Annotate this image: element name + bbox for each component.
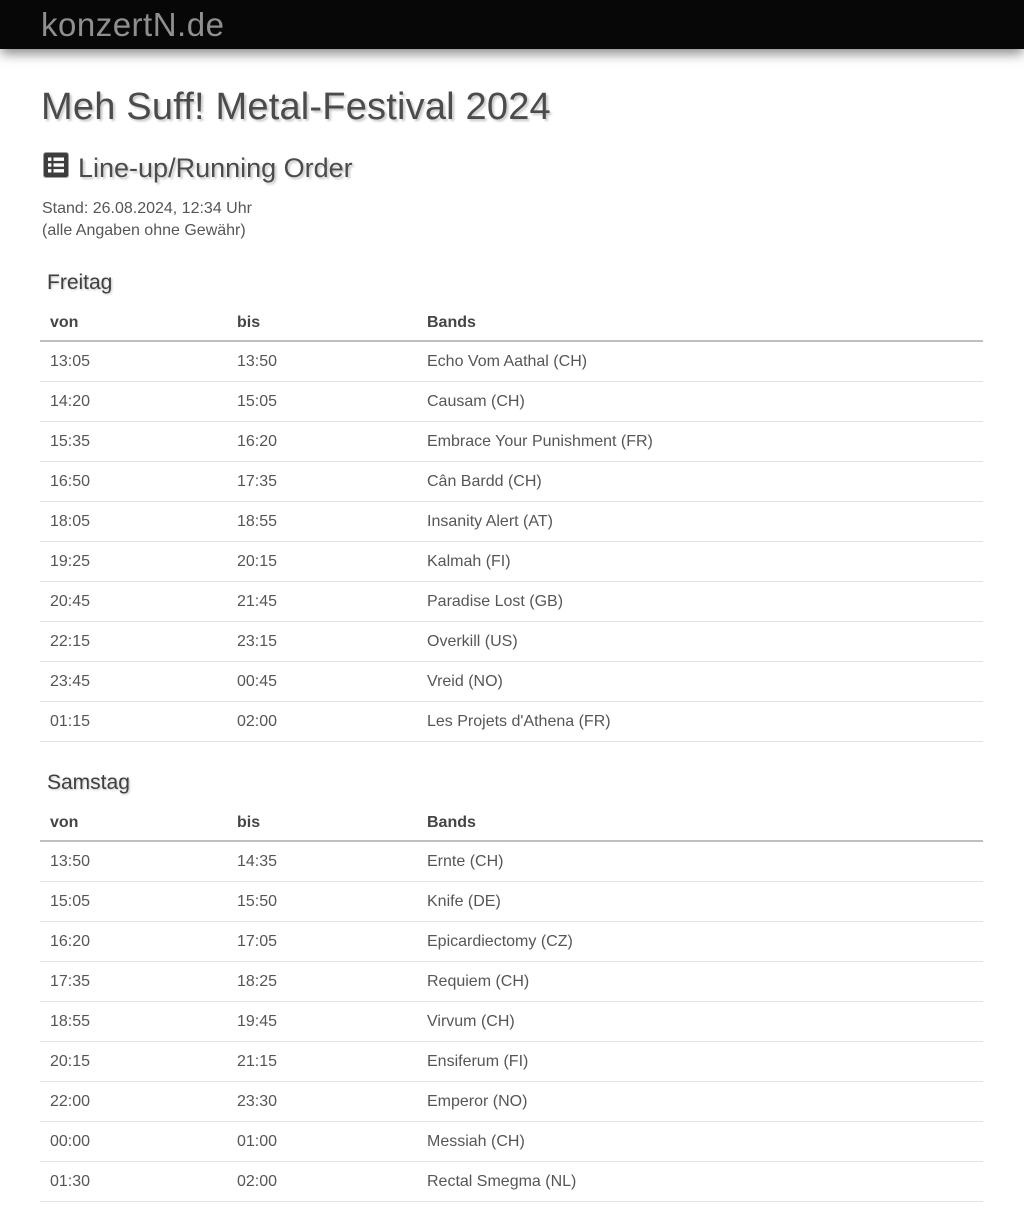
section-heading [43,152,983,185]
cell-von: 22:00 [40,1082,227,1122]
cell-bis: 15:50 [227,882,417,922]
days-container [40,271,983,1202]
day-heading: Freitag [47,271,113,294]
column-header-bis: bis [227,806,417,841]
cell-band: Kalmah (FI) [417,542,983,582]
cell-band: Epicardiectomy (CZ) [417,922,983,962]
cell-von: 13:50 [40,841,227,882]
table-head [40,806,983,841]
cell-von: 18:05 [40,502,227,542]
site-header [0,0,1024,49]
table-row [40,341,983,382]
table-row [40,841,983,882]
cell-bis: 16:20 [227,422,417,462]
cell-bis: 17:05 [227,922,417,962]
cell-band: Causam (CH) [417,382,983,422]
table-row [40,922,983,962]
cell-bis: 14:35 [227,841,417,882]
table-body [40,841,983,1202]
table-row [40,582,983,622]
cell-bis: 17:35 [227,462,417,502]
cell-band: Cân Bardd (CH) [417,462,983,502]
cell-von: 01:15 [40,702,227,742]
section-heading-label: Line-up/Running Order [78,153,353,183]
table-row [40,1002,983,1042]
table-body [40,341,983,742]
table-row [40,502,983,542]
column-header-bis: bis [227,306,417,341]
day-heading: Samstag [47,771,130,794]
day-section [40,771,983,1202]
table-row [40,702,983,742]
cell-bis: 21:15 [227,1042,417,1082]
cell-von: 14:20 [40,382,227,422]
cell-band: Insanity Alert (AT) [417,502,983,542]
column-header-bands: Bands [417,306,983,341]
cell-band: Overkill (US) [417,622,983,662]
cell-band: Ensiferum (FI) [417,1042,983,1082]
table-row [40,1042,983,1082]
cell-band: Rectal Smegma (NL) [417,1162,983,1202]
cell-band: Embrace Your Punishment (FR) [417,422,983,462]
table-row [40,422,983,462]
lineup-table [40,306,983,742]
cell-von: 16:50 [40,462,227,502]
lineup-table [40,806,983,1202]
site-logo[interactable]: konzertN.de [41,6,225,43]
cell-bis: 02:00 [227,1162,417,1202]
cell-band: Virvum (CH) [417,1002,983,1042]
cell-bis: 21:45 [227,582,417,622]
cell-band: Paradise Lost (GB) [417,582,983,622]
cell-von: 20:15 [40,1042,227,1082]
cell-von: 01:30 [40,1162,227,1202]
cell-von: 16:20 [40,922,227,962]
cell-bis: 23:15 [227,622,417,662]
column-header-von: von [40,806,227,841]
disclaimer-note: (alle Angaben ohne Gewähr) [42,222,246,239]
cell-von: 00:00 [40,1122,227,1162]
cell-von: 15:35 [40,422,227,462]
cell-band: Echo Vom Aathal (CH) [417,341,983,382]
cell-bis: 19:45 [227,1002,417,1042]
cell-bis: 20:15 [227,542,417,582]
cell-band: Requiem (CH) [417,962,983,1002]
list-icon [43,152,69,185]
table-row [40,882,983,922]
cell-von: 19:25 [40,542,227,582]
cell-band: Ernte (CH) [417,841,983,882]
stand-line: Stand: 26.08.2024, 12:34 Uhr [42,200,252,217]
main-content [0,86,1024,1222]
table-head [40,306,983,341]
cell-band: Knife (DE) [417,882,983,922]
cell-band: Emperor (NO) [417,1082,983,1122]
cell-von: 15:05 [40,882,227,922]
cell-bis: 00:45 [227,662,417,702]
table-row [40,1122,983,1162]
cell-bis: 23:30 [227,1082,417,1122]
cell-band: Messiah (CH) [417,1122,983,1162]
column-header-von: von [40,306,227,341]
table-row [40,462,983,502]
cell-band: Vreid (NO) [417,662,983,702]
cell-bis: 13:50 [227,341,417,382]
table-row [40,382,983,422]
table-row [40,622,983,662]
table-row [40,542,983,582]
page-title: Meh Suff! Metal-Festival 2024 [41,86,551,128]
column-header-bands: Bands [417,806,983,841]
day-section [40,271,983,742]
cell-band: Les Projets d'Athena (FR) [417,702,983,742]
cell-von: 22:15 [40,622,227,662]
table-row [40,1082,983,1122]
cell-bis: 02:00 [227,702,417,742]
cell-von: 20:45 [40,582,227,622]
cell-bis: 01:00 [227,1122,417,1162]
header-row [40,806,983,841]
cell-von: 18:55 [40,1002,227,1042]
cell-bis: 15:05 [227,382,417,422]
cell-von: 23:45 [40,662,227,702]
table-row [40,962,983,1002]
cell-von: 17:35 [40,962,227,1002]
header-row [40,306,983,341]
cell-bis: 18:55 [227,502,417,542]
status-timestamp [42,198,983,242]
table-row [40,1162,983,1202]
table-row [40,662,983,702]
cell-von: 13:05 [40,341,227,382]
cell-bis: 18:25 [227,962,417,1002]
